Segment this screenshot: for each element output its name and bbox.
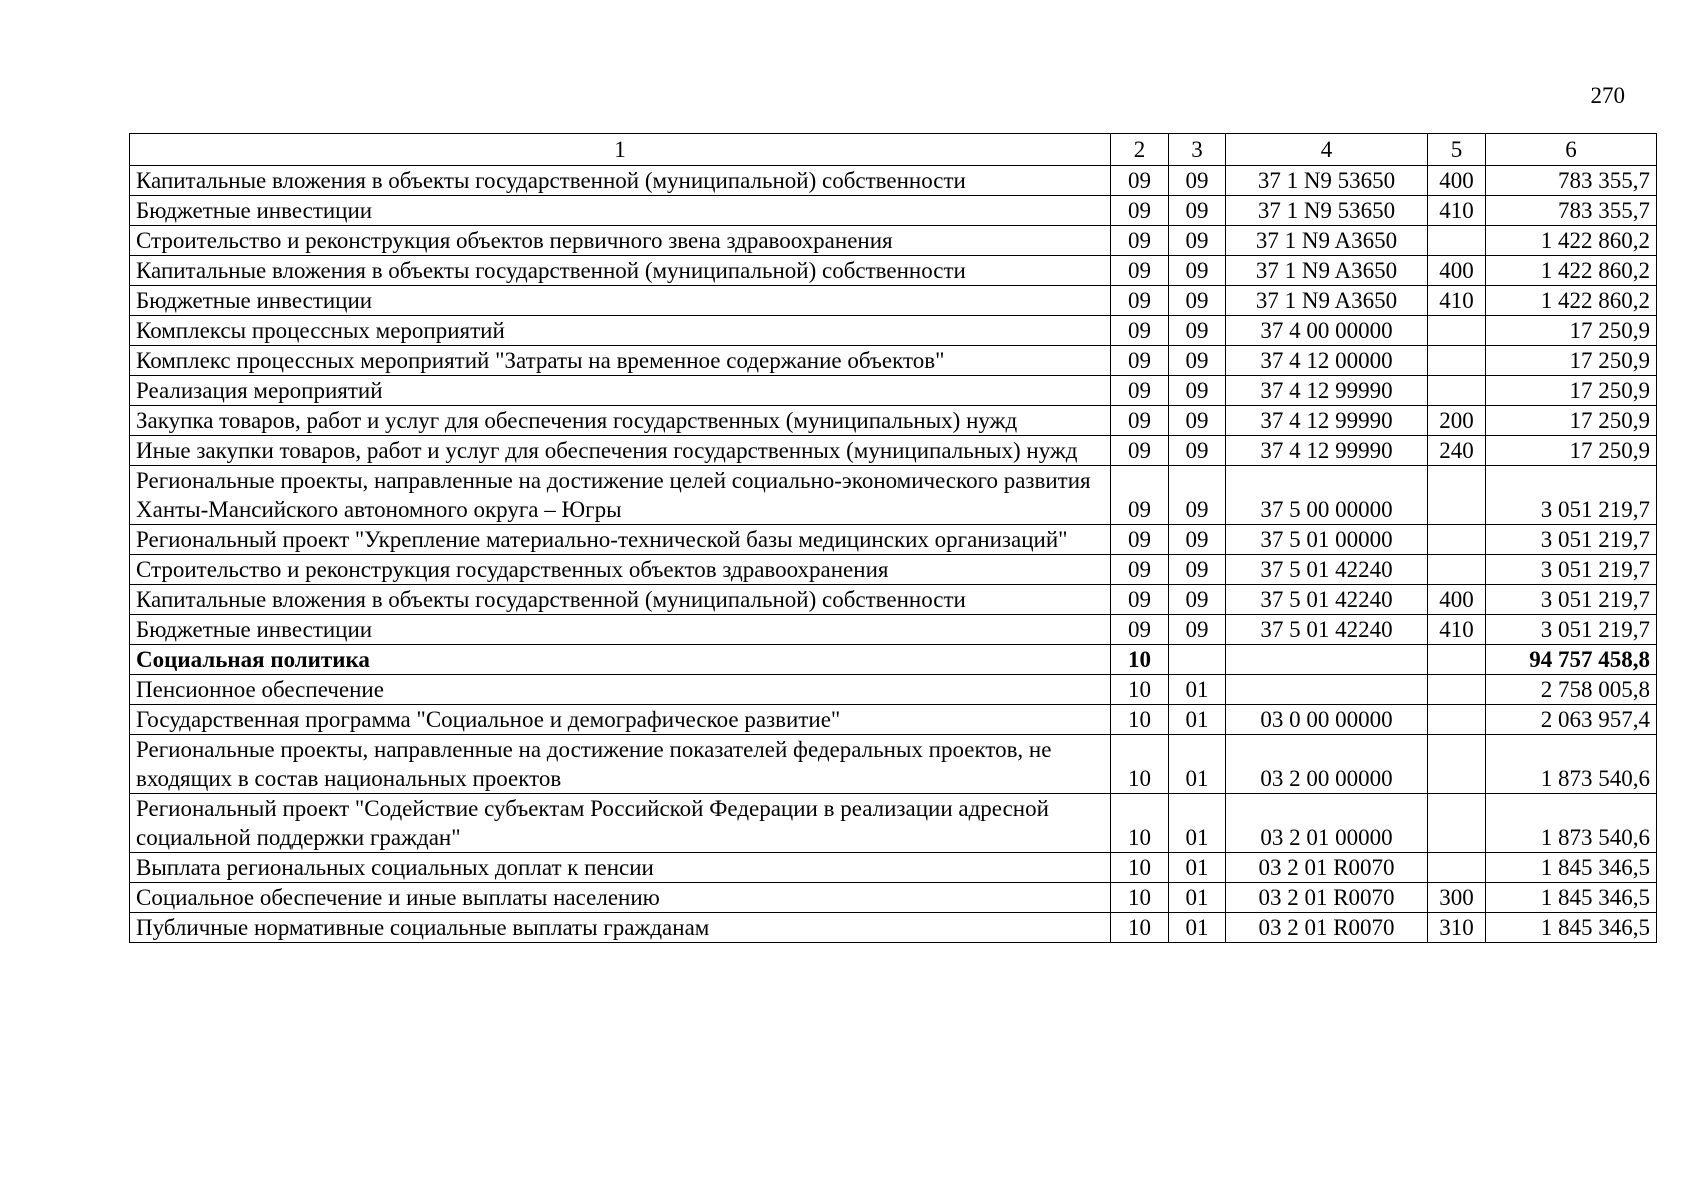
table-row (130, 883, 1657, 913)
cell-target-code: 37 4 12 00000 (1226, 346, 1428, 376)
cell-section: 10 (1111, 883, 1169, 913)
cell-name: Публичные нормативные социальные выплаты гражданам (130, 913, 1111, 943)
cell-section: 09 (1111, 525, 1169, 555)
cell-name: Строительство и реконструкция государственных объектов здравоохранения (130, 555, 1111, 585)
cell-name: Иные закупки товаров, работ и услуг для обеспечения государственных (муниципальных) нужд (130, 436, 1111, 466)
cell-subsection: 09 (1169, 585, 1226, 615)
cell-target-code: 03 2 01 R0070 (1226, 883, 1428, 913)
table-row (130, 226, 1657, 256)
cell-amount: 1 422 860,2 (1486, 286, 1657, 316)
cell-amount: 1 845 346,5 (1486, 883, 1657, 913)
cell-target-code: 03 2 01 R0070 (1226, 853, 1428, 883)
table-header-row (130, 134, 1657, 166)
cell-amount: 1 845 346,5 (1486, 853, 1657, 883)
cell-amount: 1 422 860,2 (1486, 256, 1657, 286)
cell-target-code: 03 2 01 00000 (1226, 794, 1428, 853)
cell-target-code: 03 2 00 00000 (1226, 735, 1428, 794)
cell-expense-type (1428, 555, 1486, 585)
cell-subsection: 01 (1169, 675, 1226, 705)
cell-target-code: 37 5 01 42240 (1226, 615, 1428, 645)
cell-name: Строительство и реконструкция объектов первичного звена здравоохранения (130, 226, 1111, 256)
cell-target-code: 37 5 01 42240 (1226, 585, 1428, 615)
cell-subsection: 09 (1169, 256, 1226, 286)
cell-section: 09 (1111, 466, 1169, 525)
table-row (130, 585, 1657, 615)
cell-amount: 1 873 540,6 (1486, 735, 1657, 794)
table-row (130, 196, 1657, 226)
cell-subsection: 09 (1169, 615, 1226, 645)
cell-section: 09 (1111, 286, 1169, 316)
cell-amount: 3 051 219,7 (1486, 466, 1657, 525)
cell-section: 09 (1111, 436, 1169, 466)
cell-amount: 17 250,9 (1486, 346, 1657, 376)
cell-target-code: 37 1 N9 53650 (1226, 196, 1428, 226)
cell-target-code: 37 1 N9 A3650 (1226, 226, 1428, 256)
cell-expense-type (1428, 466, 1486, 525)
cell-name: Государственная программа "Социальное и демографическое развитие" (130, 705, 1111, 735)
cell-target-code (1226, 645, 1428, 675)
cell-amount: 17 250,9 (1486, 316, 1657, 346)
cell-amount: 1 422 860,2 (1486, 226, 1657, 256)
cell-name: Бюджетные инвестиции (130, 615, 1111, 645)
cell-expense-type: 400 (1428, 256, 1486, 286)
cell-amount: 2 063 957,4 (1486, 705, 1657, 735)
cell-subsection: 09 (1169, 346, 1226, 376)
column-header: 5 (1428, 134, 1486, 166)
cell-expense-type: 400 (1428, 585, 1486, 615)
cell-expense-type (1428, 705, 1486, 735)
table-row (130, 525, 1657, 555)
cell-expense-type (1428, 226, 1486, 256)
cell-name: Региональный проект "Укрепление материально-технической базы медицинских организаций" (130, 525, 1111, 555)
cell-subsection: 01 (1169, 913, 1226, 943)
cell-subsection: 01 (1169, 735, 1226, 794)
cell-amount: 783 355,7 (1486, 166, 1657, 196)
cell-target-code: 37 1 N9 A3650 (1226, 286, 1428, 316)
table-row (130, 645, 1657, 675)
cell-expense-type (1428, 735, 1486, 794)
cell-target-code: 37 4 12 99990 (1226, 436, 1428, 466)
cell-section: 09 (1111, 406, 1169, 436)
cell-expense-type (1428, 853, 1486, 883)
cell-expense-type: 300 (1428, 883, 1486, 913)
cell-target-code (1226, 675, 1428, 705)
cell-section: 09 (1111, 226, 1169, 256)
cell-amount: 2 758 005,8 (1486, 675, 1657, 705)
cell-subsection: 01 (1169, 883, 1226, 913)
cell-subsection: 01 (1169, 794, 1226, 853)
cell-expense-type: 400 (1428, 166, 1486, 196)
cell-target-code: 03 0 00 00000 (1226, 705, 1428, 735)
cell-target-code: 37 5 01 00000 (1226, 525, 1428, 555)
cell-expense-type (1428, 645, 1486, 675)
cell-name: Бюджетные инвестиции (130, 286, 1111, 316)
cell-target-code: 03 2 01 R0070 (1226, 913, 1428, 943)
cell-target-code: 37 5 00 00000 (1226, 466, 1428, 525)
table-row (130, 913, 1657, 943)
cell-subsection: 09 (1169, 555, 1226, 585)
cell-name: Региональные проекты, направленные на достижение показателей федеральных проектов, не входящих в состав национальных проектов (130, 735, 1111, 794)
cell-name: Социальная политика (130, 645, 1111, 675)
cell-target-code: 37 4 12 99990 (1226, 406, 1428, 436)
cell-expense-type (1428, 675, 1486, 705)
cell-subsection: 09 (1169, 406, 1226, 436)
cell-name: Региональные проекты, направленные на достижение целей социально-экономического развития Ханты-Мансийского автономного округа – Югры (130, 466, 1111, 525)
table-row (130, 675, 1657, 705)
cell-section: 10 (1111, 913, 1169, 943)
cell-name: Региональный проект "Содействие субъектам Российской Федерации в реализации адресной социальной поддержки граждан" (130, 794, 1111, 853)
cell-section: 09 (1111, 376, 1169, 406)
budget-table (129, 133, 1657, 943)
cell-amount: 3 051 219,7 (1486, 585, 1657, 615)
table-row (130, 286, 1657, 316)
cell-subsection: 09 (1169, 166, 1226, 196)
cell-section: 10 (1111, 735, 1169, 794)
cell-subsection: 09 (1169, 316, 1226, 346)
cell-section: 10 (1111, 675, 1169, 705)
cell-subsection: 09 (1169, 376, 1226, 406)
cell-expense-type: 310 (1428, 913, 1486, 943)
column-header: 6 (1486, 134, 1657, 166)
cell-section: 09 (1111, 585, 1169, 615)
cell-subsection: 09 (1169, 226, 1226, 256)
cell-target-code: 37 5 01 42240 (1226, 555, 1428, 585)
cell-section: 10 (1111, 794, 1169, 853)
table-row (130, 316, 1657, 346)
cell-name: Капитальные вложения в объекты государственной (муниципальной) собственности (130, 166, 1111, 196)
cell-name: Комплекс процессных мероприятий "Затраты на временное содержание объектов" (130, 346, 1111, 376)
cell-subsection: 09 (1169, 436, 1226, 466)
cell-section: 10 (1111, 645, 1169, 675)
cell-amount: 1 873 540,6 (1486, 794, 1657, 853)
cell-target-code: 37 4 00 00000 (1226, 316, 1428, 346)
cell-section: 09 (1111, 615, 1169, 645)
cell-expense-type: 200 (1428, 406, 1486, 436)
cell-subsection (1169, 645, 1226, 675)
cell-expense-type: 240 (1428, 436, 1486, 466)
cell-subsection: 09 (1169, 525, 1226, 555)
table-row (130, 794, 1657, 853)
table-row (130, 615, 1657, 645)
cell-subsection: 09 (1169, 286, 1226, 316)
cell-name: Реализация мероприятий (130, 376, 1111, 406)
cell-subsection: 09 (1169, 196, 1226, 226)
table-row (130, 466, 1657, 525)
cell-section: 09 (1111, 256, 1169, 286)
cell-section: 10 (1111, 705, 1169, 735)
cell-name: Комплексы процессных мероприятий (130, 316, 1111, 346)
cell-section: 09 (1111, 555, 1169, 585)
cell-amount: 17 250,9 (1486, 376, 1657, 406)
cell-section: 09 (1111, 196, 1169, 226)
cell-expense-type: 410 (1428, 286, 1486, 316)
table-row (130, 376, 1657, 406)
cell-section: 10 (1111, 853, 1169, 883)
cell-expense-type (1428, 525, 1486, 555)
cell-name: Капитальные вложения в объекты государственной (муниципальной) собственности (130, 256, 1111, 286)
column-header: 3 (1169, 134, 1226, 166)
page-number: 270 (1590, 83, 1625, 108)
cell-target-code: 37 4 12 99990 (1226, 376, 1428, 406)
cell-expense-type (1428, 346, 1486, 376)
column-header: 4 (1226, 134, 1428, 166)
cell-amount: 17 250,9 (1486, 436, 1657, 466)
cell-name: Бюджетные инвестиции (130, 196, 1111, 226)
cell-expense-type: 410 (1428, 196, 1486, 226)
cell-expense-type: 410 (1428, 615, 1486, 645)
cell-expense-type (1428, 794, 1486, 853)
cell-section: 09 (1111, 346, 1169, 376)
cell-amount: 3 051 219,7 (1486, 555, 1657, 585)
cell-name: Выплата региональных социальных доплат к пенсии (130, 853, 1111, 883)
table-row (130, 436, 1657, 466)
cell-section: 09 (1111, 166, 1169, 196)
cell-name: Закупка товаров, работ и услуг для обеспечения государственных (муниципальных) нужд (130, 406, 1111, 436)
cell-name: Капитальные вложения в объекты государственной (муниципальной) собственности (130, 585, 1111, 615)
cell-subsection: 01 (1169, 853, 1226, 883)
cell-amount: 94 757 458,8 (1486, 645, 1657, 675)
cell-section: 09 (1111, 316, 1169, 346)
column-header: 1 (130, 134, 1111, 166)
cell-expense-type (1428, 316, 1486, 346)
cell-name: Пенсионное обеспечение (130, 675, 1111, 705)
cell-target-code: 37 1 N9 A3650 (1226, 256, 1428, 286)
cell-amount: 1 845 346,5 (1486, 913, 1657, 943)
cell-amount: 17 250,9 (1486, 406, 1657, 436)
cell-amount: 3 051 219,7 (1486, 525, 1657, 555)
table-row (130, 555, 1657, 585)
table-row (130, 346, 1657, 376)
cell-name: Социальное обеспечение и иные выплаты населению (130, 883, 1111, 913)
cell-target-code: 37 1 N9 53650 (1226, 166, 1428, 196)
cell-amount: 3 051 219,7 (1486, 615, 1657, 645)
table-row (130, 705, 1657, 735)
table-row (130, 256, 1657, 286)
table-row (130, 166, 1657, 196)
cell-subsection: 01 (1169, 705, 1226, 735)
cell-expense-type (1428, 376, 1486, 406)
column-header: 2 (1111, 134, 1169, 166)
table-row (130, 853, 1657, 883)
table-row (130, 406, 1657, 436)
cell-subsection: 09 (1169, 466, 1226, 525)
cell-amount: 783 355,7 (1486, 196, 1657, 226)
table-row (130, 735, 1657, 794)
